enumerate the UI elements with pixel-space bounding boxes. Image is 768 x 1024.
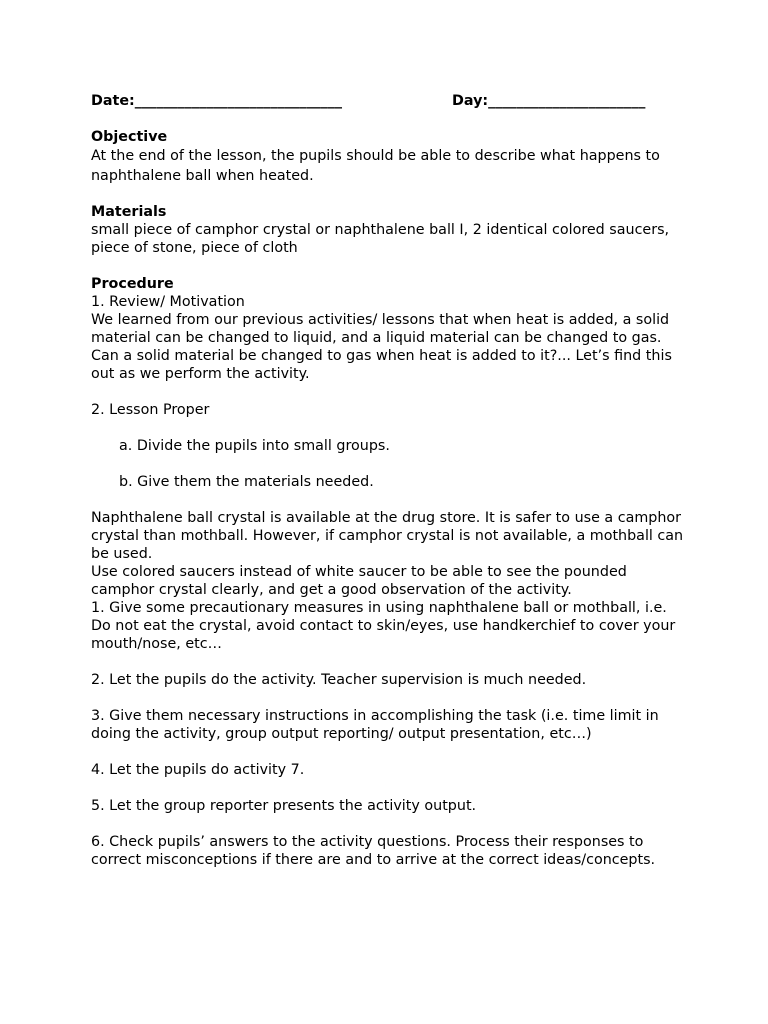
objective-text: At the end of the lesson, the pupils should be able to describe what happens to naphthalene ball when heated. [91,148,660,184]
objective-heading: Objective [91,129,168,145]
note-paragraph-1: Naphthalene ball crystal is available at the drug store. It is safer to use a camphor crystal than mothball. However, if camphor crystal is not available, a mothball can be used. [91,510,684,562]
step-a: a. Divide the pupils into small groups. [119,438,390,454]
procedure-item-2: 2. Let the pupils do the activity. Teacher supervision is much needed. [91,672,587,688]
procedure-item-1: 1. Give some precautionary measures in using naphthalene ball or mothball, i.e. Do not eat the crystal, avoid contact to skin/eyes, use handkerchief to cover your mouth/nose, etc… [91,600,676,652]
header-row [91,92,691,110]
procedure-item-6: 6. Check pupils’ answers to the activity questions. Process their responses to correct misconceptions if there are and to arrive at the correct ideas/concepts. [91,834,656,868]
date-field: Date:_____________________________ [91,93,343,109]
procedure-item-5: 5. Let the group reporter presents the activity output. [91,798,477,814]
lesson-proper-title: 2. Lesson Proper [91,402,210,418]
materials-text: small piece of camphor crystal or naphthalene ball I, 2 identical colored saucers, piece of stone, piece of cloth [91,222,670,256]
review-title: 1. Review/ Motivation [91,294,245,310]
review-paragraph-1: We learned from our previous activities/ lessons that when heat is added, a solid material can be changed to liquid, and a liquid material can be changed to gas. [91,312,670,346]
lesson-plan-page [91,92,691,869]
procedure-item-3: 3. Give them necessary instructions in accomplishing the task (i.e. time limit in doing the activity, group output reporting/ output presentation, etc…) [91,708,659,742]
procedure-heading: Procedure [91,276,174,292]
review-paragraph-2: Can a solid material be changed to gas when heat is added to it?... Let’s find this out as we perform the activity. [91,348,672,382]
note-paragraph-2: Use colored saucers instead of white saucer to be able to see the pounded camphor crystal clearly, and get a good observation of the activity. [91,564,627,598]
step-b: b. Give them the materials needed. [119,474,374,490]
materials-heading: Materials [91,204,167,220]
day-field: Day:______________________ [452,93,646,109]
procedure-item-4: 4. Let the pupils do activity 7. [91,762,305,778]
